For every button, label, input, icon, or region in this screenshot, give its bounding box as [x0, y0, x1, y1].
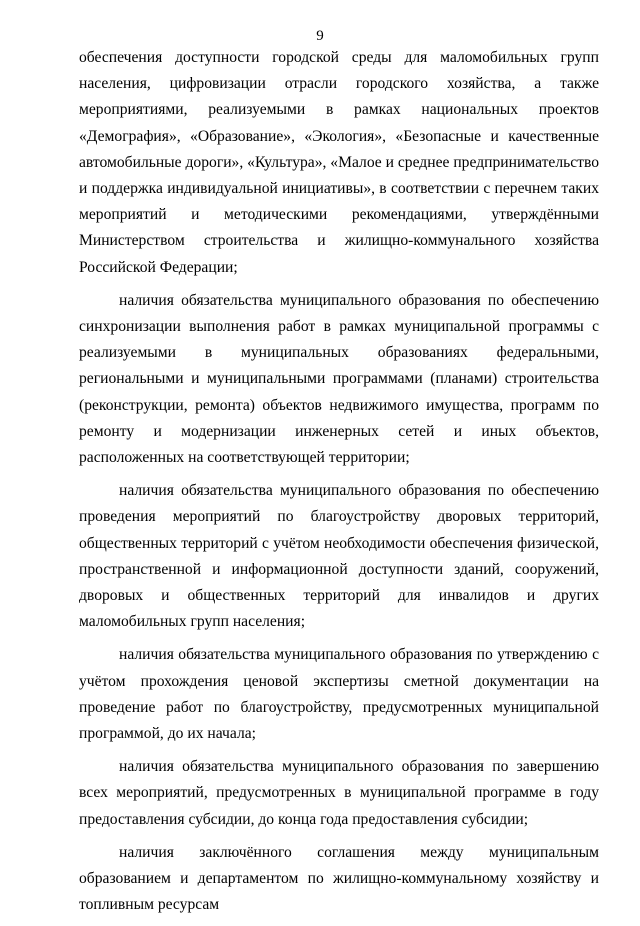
paragraph-synchronization: наличия обязательства муниципального образования по обеспечению синхронизации выполнения работ в рамках муниципальной программы с реализуемыми в муниципальных образованиях федеральными, региональными и муниципальными программами (планами) строительства (реконструкции, ремонта) объектов недвижимого имущества, программ по ремонту и модернизации инженерных сетей и иных объектов, расположенных на соответствующей территории; — [79, 291, 599, 467]
paragraph-estimate-approval: наличия обязательства муниципального образования по утверждению с учётом прохождения ценовой экспертизы сметной документации на проведение работ по благоустройству, предусмотренных муниципальной программой, до их начала; — [79, 646, 599, 743]
paragraph-completion: наличия обязательства муниципального образования по завершению всех мероприятий, предусмотренных в муниципальной программе в году предоставления субсидии, до конца года предоставления субсидии; — [79, 758, 599, 828]
paragraph-accessibility: наличия обязательства муниципального образования по обеспечению проведения мероприятий по благоустройству дворовых территорий, общественных территорий с учётом необходимости обеспечения физической, пространственной и информационной доступности зданий, сооружений, дворовых и общественных территорий для инвалидов и других маломобильных групп населения; — [79, 482, 599, 631]
page-number: 9 — [316, 28, 324, 44]
document-body — [79, 45, 599, 926]
paragraph-agreement: наличия заключённого соглашения между муниципальным образованием и департаментом по жилищно-коммунальному хозяйству и топливным ресурсам — [79, 843, 599, 914]
paragraph-continuation: обеспечения доступности городской среды для маломобильных групп населения, цифровизации отрасли городского хозяйства, а также мероприятиями, реализуемыми в рамках национальных проектов «Демография», «Образование», «Экология», «Безопасные и качественные автомобильные дороги», «Культура», «Малое и среднее предпринимательство и поддержка индивидуальной инициативы», в соответствии с перечнем таких мероприятий и методическими рекомендациями, утверждёнными Министерством строительства и жилищно-коммунального хозяйства Российской Федерации; — [79, 49, 599, 276]
